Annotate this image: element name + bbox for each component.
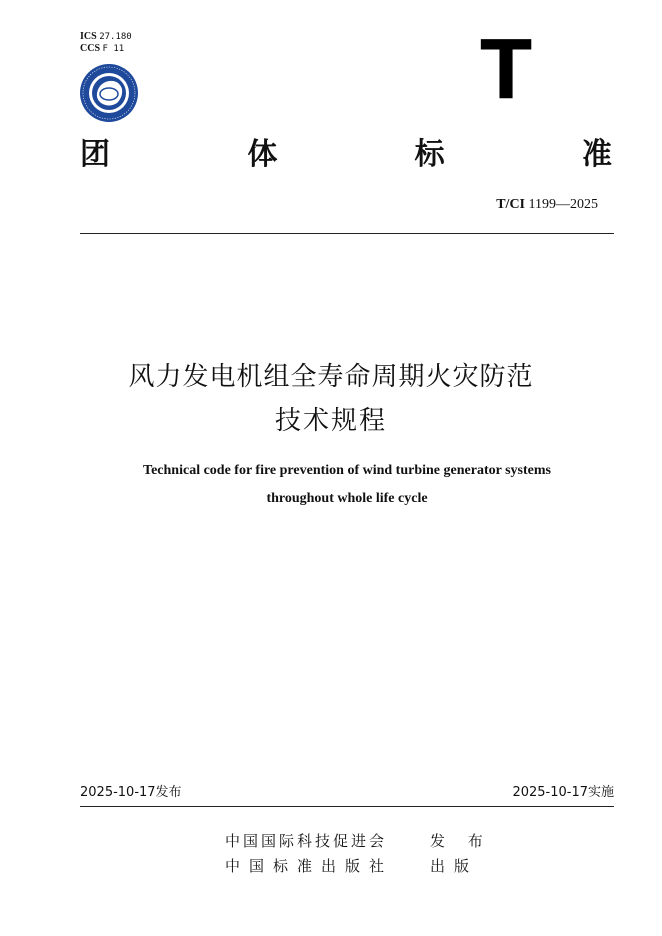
svg-text:T: T xyxy=(480,34,532,104)
classification-codes xyxy=(80,31,132,55)
printer-name: 中国标准出版社 xyxy=(225,857,394,875)
title-en-line1: Technical code for fire prevention of wind turbine generator systems xyxy=(143,463,551,478)
header-divider xyxy=(80,233,614,234)
category-char: 体 xyxy=(247,137,278,172)
category-heading xyxy=(80,137,612,173)
category-char: 标 xyxy=(414,137,445,172)
category-char: 团 xyxy=(80,137,110,172)
standard-number xyxy=(496,197,598,213)
category-char: 准 xyxy=(581,137,612,172)
ics-label: ICS xyxy=(80,31,97,42)
issuer-role: 发 布 xyxy=(430,832,492,850)
standard-prefix: T/CI xyxy=(496,197,526,212)
standard-type-letter xyxy=(480,34,532,104)
ccs-label: CCS xyxy=(80,43,101,54)
title-en-line2: throughout whole life cycle xyxy=(266,491,428,506)
title-cn-line2: 技术规程 xyxy=(274,406,387,436)
issuer-name: 中国国际科技促进会 xyxy=(225,832,388,850)
issue-date: 2025-10-17发布 xyxy=(80,785,182,800)
standard-code: 1199—2025 xyxy=(528,197,598,212)
printer-role: 出版 xyxy=(430,857,479,875)
title-cn-line1: 风力发电机组全寿命周期火灾防范 xyxy=(128,362,534,392)
implementation-date: 2025-10-17实施 xyxy=(512,785,614,800)
ics-code: 27.180 xyxy=(99,32,132,42)
footer-divider xyxy=(80,806,614,807)
organization-seal-logo xyxy=(79,63,139,123)
ccs-code: F 11 xyxy=(102,44,125,54)
